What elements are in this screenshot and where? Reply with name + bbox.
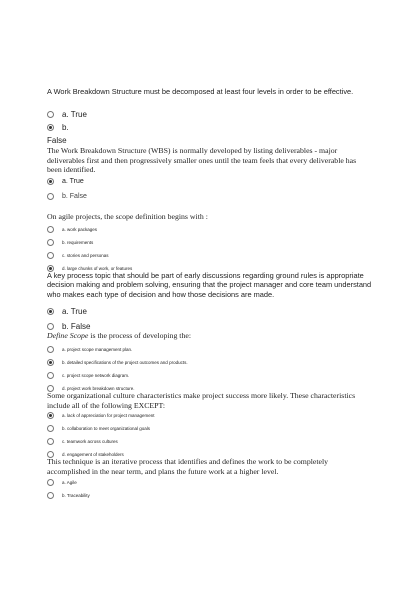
question-5-text-italic: Define Scope <box>47 331 89 340</box>
option-label: c. teamwork across cultures <box>62 439 118 444</box>
question-5-option-b[interactable] <box>47 359 188 366</box>
option-label: c. project scope network diagram. <box>62 373 130 378</box>
question-3-option-b[interactable] <box>47 239 93 246</box>
option-label: a. project scope management plan. <box>62 347 133 352</box>
radio-icon[interactable] <box>47 111 54 118</box>
option-label: b. detailed specifications of the project outcomes and products. <box>62 360 188 365</box>
option-label: False <box>47 136 67 145</box>
question-7-text: This technique is an iterative process that identifies and defines the work to be completely accomplished in the near term, and plans the future work at a higher level. <box>47 457 329 476</box>
question-6-option-c[interactable] <box>47 438 118 445</box>
option-label: b. requirements <box>62 240 94 245</box>
option-label: a. True <box>62 178 84 185</box>
radio-icon[interactable] <box>47 239 54 246</box>
question-6-text: Some organizational culture characteristics make project success more likely. These characteristics include all of the following EXCEPT: <box>47 391 356 410</box>
question-5-text-rest: is the process of developing the: <box>88 331 191 340</box>
question-1-option-a[interactable] <box>47 110 87 119</box>
question-2-option-a[interactable] <box>47 178 84 185</box>
radio-icon[interactable] <box>47 492 54 499</box>
question-3-option-c[interactable] <box>47 252 109 259</box>
radio-icon[interactable] <box>47 323 54 330</box>
option-label: d. large chunks of work, or features <box>62 266 133 271</box>
option-label: a. Agile <box>62 480 77 485</box>
question-1-option-b[interactable] <box>47 123 69 132</box>
radio-icon[interactable] <box>47 193 54 200</box>
question-4-option-a[interactable] <box>47 307 87 316</box>
radio-icon[interactable] <box>47 425 54 432</box>
radio-checked-icon[interactable] <box>47 359 54 366</box>
radio-checked-icon[interactable] <box>47 412 54 419</box>
option-label: b. collaboration to meet organizational goals <box>62 426 151 431</box>
radio-icon[interactable] <box>47 252 54 259</box>
question-6-option-a[interactable] <box>47 412 155 419</box>
option-label: c. stories and personas <box>62 253 109 258</box>
question-6-option-b[interactable] <box>47 425 150 432</box>
question-5-option-a[interactable] <box>47 346 132 353</box>
question-7-option-a[interactable] <box>47 479 77 486</box>
question-2-text: The Work Breakdown Structure (WBS) is normally developed by listing deliverables - major deliverables first and then progressively smaller ones until the team feels that every deliverable has been identified. <box>47 146 357 175</box>
question-3-option-a[interactable] <box>47 226 97 233</box>
question-7-option-b[interactable] <box>47 492 90 499</box>
question-1-option-b-continued <box>47 136 67 145</box>
question-5-option-c[interactable] <box>47 372 129 379</box>
option-label: b. False <box>62 322 91 331</box>
question-2-option-b[interactable] <box>47 193 87 200</box>
question-1-text: A Work Breakdown Structure must be decomposed at least four levels in order to be effective. <box>47 87 354 96</box>
radio-checked-icon[interactable] <box>47 124 54 131</box>
radio-icon[interactable] <box>47 438 54 445</box>
radio-checked-icon[interactable] <box>47 178 54 185</box>
option-label: b. Traceability <box>62 493 90 498</box>
option-label: a. work packages <box>62 227 98 232</box>
option-label: a. lack of appreciation for project management <box>62 413 155 418</box>
question-3-text: On agile projects, the scope definition begins with : <box>47 212 208 221</box>
radio-icon[interactable] <box>47 372 54 379</box>
option-label: a. True <box>62 307 87 316</box>
question-4-text: A key process topic that should be part of early discussions regarding ground rules is appropriate decision making and problem solving, ensuring that the project manager and core team understand who makes each type of decision and how those decisions are made. <box>47 271 372 299</box>
radio-checked-icon[interactable] <box>47 308 54 315</box>
question-5-text <box>47 331 367 341</box>
radio-icon[interactable] <box>47 226 54 233</box>
radio-icon[interactable] <box>47 346 54 353</box>
option-label: b. <box>62 123 69 132</box>
radio-icon[interactable] <box>47 479 54 486</box>
option-label: a. True <box>62 110 87 119</box>
option-label: b. False <box>62 193 87 200</box>
option-label: d. engagement of stakeholders <box>62 452 124 457</box>
question-4-option-b[interactable] <box>47 322 90 331</box>
option-label: d. project work breakdown structure. <box>62 386 135 391</box>
